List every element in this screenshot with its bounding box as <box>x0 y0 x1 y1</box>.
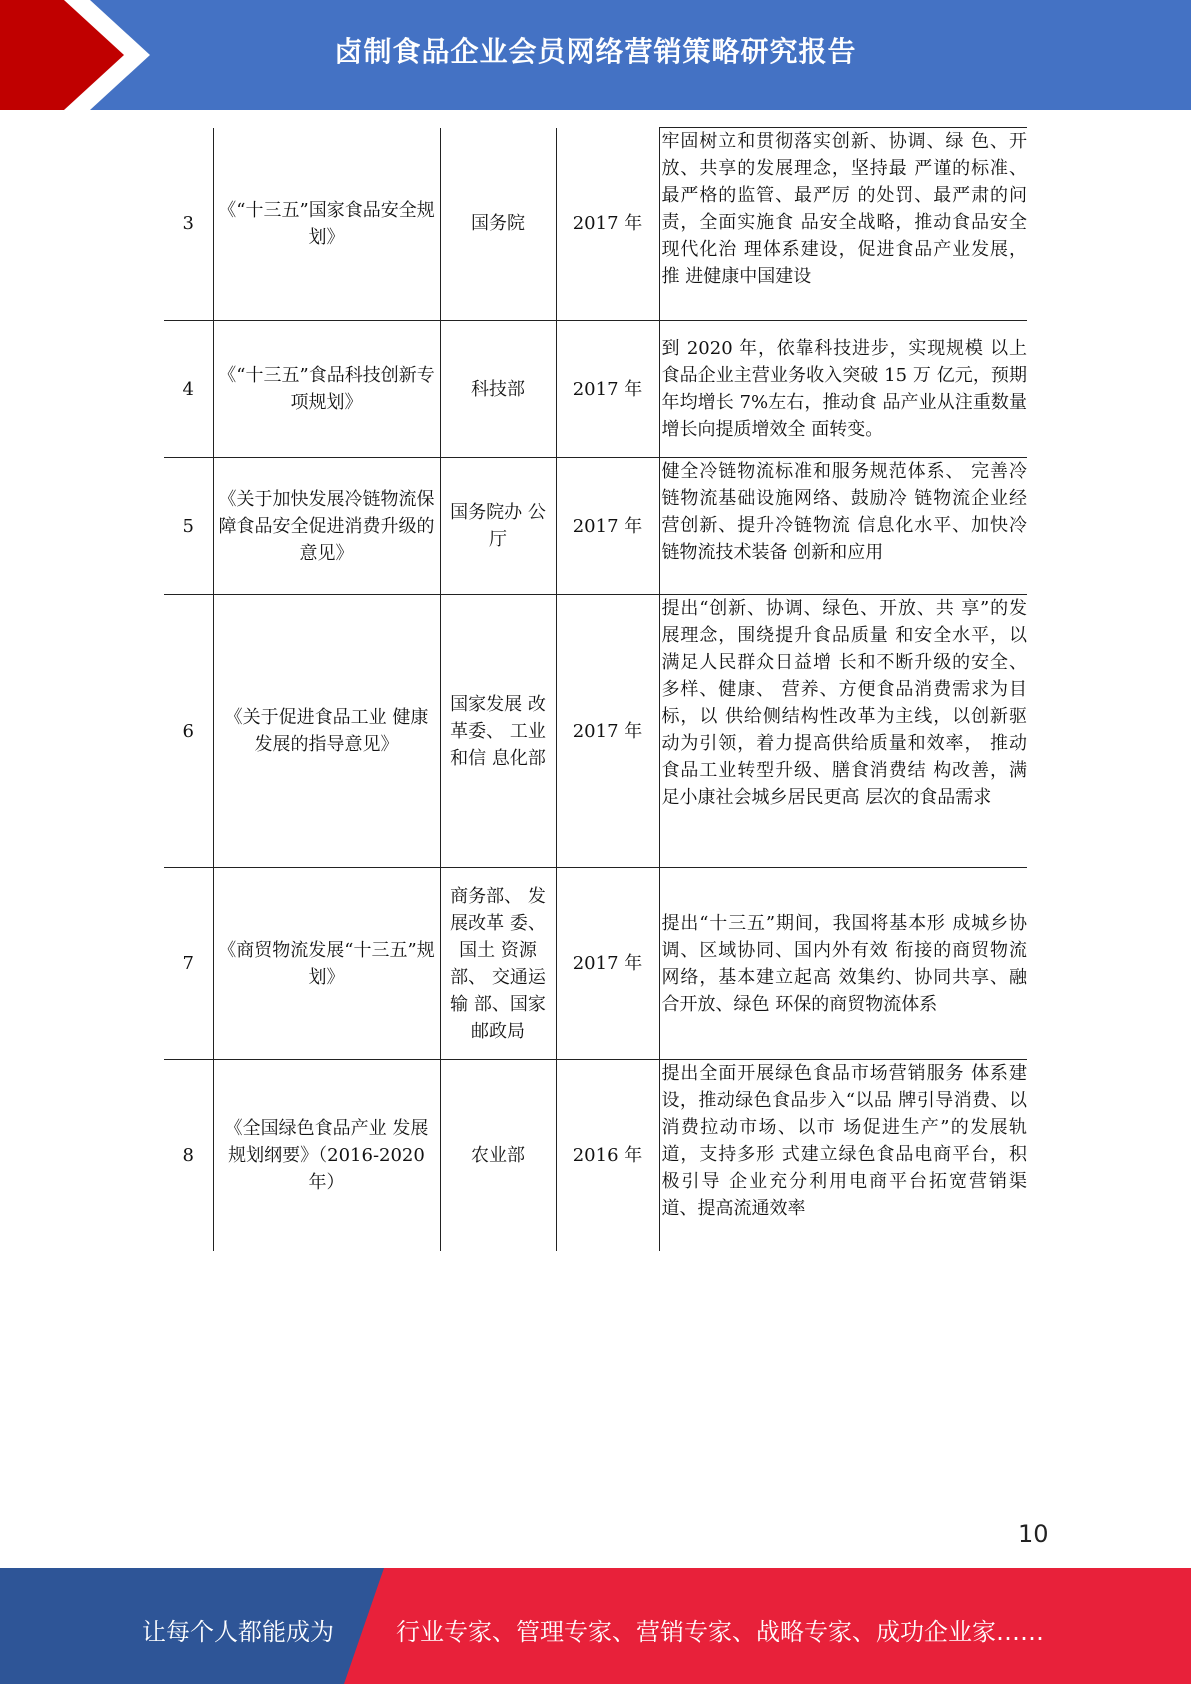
footer-slogan-right: 行业专家、管理专家、营销专家、战略专家、成功企业家…… <box>396 1618 1044 1646</box>
table-row <box>164 458 1027 595</box>
table-row <box>164 128 1027 321</box>
table-row <box>164 868 1027 1060</box>
policy-content: 提出“创新、协调、绿色、开放、共 享”的发展理念，围绕提升食品质量 和安全水平，以满足人民群众日益增 长和不断升级的安全、多样、健康、 营养、方便食品消费需求为目标，以 供给侧结构性改革为主线，以创新驱 动为引领，着力提高供给质量和效率， 推动食品工业转型升级、膳食消费结 构改善，满足小康社会城乡居民更高 层次的食品需求 <box>659 595 1027 868</box>
issuing-agency: 农业部 <box>440 1060 556 1251</box>
issuing-agency: 商务部、 发展改革 委、国土 资源部、 交通运输 部、国家 邮政局 <box>440 868 556 1060</box>
issue-year: 2017 年 <box>556 458 659 595</box>
policy-content: 提出“十三五”期间，我国将基本形 成城乡协调、区域协同、国内外有效 衔接的商贸物流网络，基本建立起高 效集约、协同共享、融合开放、绿色 环保的商贸物流体系 <box>659 868 1027 1060</box>
row-number: 7 <box>164 868 213 1060</box>
policy-content: 牢固树立和贯彻落实创新、协调、绿 色、开放、共享的发展理念，坚持最 严谨的标准、最严格的监管、最严厉 的处罚、最严肃的问责，全面实施食 品安全战略，推动食品安全现代化治 理体系建设，促进食品产业发展，推 进健康中国建设 <box>659 128 1027 321</box>
page-number: 10 <box>1018 1520 1049 1548</box>
issuing-agency: 国家发展 改革委、 工业和信 息化部 <box>440 595 556 868</box>
policy-name: 《全国绿色食品产业 发展规划纲要》（2016-2020 年） <box>213 1060 440 1251</box>
row-number: 8 <box>164 1060 213 1251</box>
policy-content: 健全冷链物流标准和服务规范体系、 完善冷链物流基础设施网络、鼓励冷 链物流企业经营创新、提升冷链物流 信息化水平、加快冷链物流技术装备 创新和应用 <box>659 458 1027 595</box>
policy-name: 《“十三五”食品科技创新专项规划》 <box>213 321 440 458</box>
policy-table <box>164 127 1027 1251</box>
issue-year: 2017 年 <box>556 595 659 868</box>
report-title: 卤制食品企业会员网络营销策略研究报告 <box>334 35 857 68</box>
issue-year: 2017 年 <box>556 321 659 458</box>
policy-name: 《“十三五”国家食品安全规划》 <box>213 128 440 321</box>
row-number: 4 <box>164 321 213 458</box>
row-number: 5 <box>164 458 213 595</box>
table-row <box>164 1060 1027 1251</box>
table-row <box>164 321 1027 458</box>
issuing-agency: 国务院 <box>440 128 556 321</box>
issuing-agency: 科技部 <box>440 321 556 458</box>
footer-slogan-left: 让每个人都能成为 <box>142 1618 334 1646</box>
issue-year: 2017 年 <box>556 868 659 1060</box>
policy-name: 《商贸物流发展“十三五”规划》 <box>213 868 440 1060</box>
issuing-agency: 国务院办 公厅 <box>440 458 556 595</box>
policy-name: 《关于加快发展冷链物流保障食品安全促进消费升级的意见》 <box>213 458 440 595</box>
policy-table-container <box>164 127 1027 1251</box>
policy-content: 提出全面开展绿色食品市场营销服务 体系建设，推动绿色食品步入“以品 牌引导消费、以消费拉动市场、以市 场促进生产”的发展轨道，支持多形 式建立绿色食品电商平台，积极引导 企业充分利用电商平台拓宽营销渠 道、提高流通效率 <box>659 1060 1027 1251</box>
page-footer <box>0 1568 1191 1684</box>
policy-name: 《关于促进食品工业 健康发展的指导意见》 <box>213 595 440 868</box>
table-row <box>164 595 1027 868</box>
row-number: 6 <box>164 595 213 868</box>
issue-year: 2017 年 <box>556 128 659 321</box>
issue-year: 2016 年 <box>556 1060 659 1251</box>
policy-content: 到 2020 年，依靠科技进步，实现规模 以上食品企业主营业务收入突破 15 万 亿元，预期年均增长 7%左右，推动食 品产业从注重数量增长向提质增效全 面转变。 <box>659 321 1027 458</box>
row-number: 3 <box>164 128 213 321</box>
page-header <box>0 0 1191 110</box>
